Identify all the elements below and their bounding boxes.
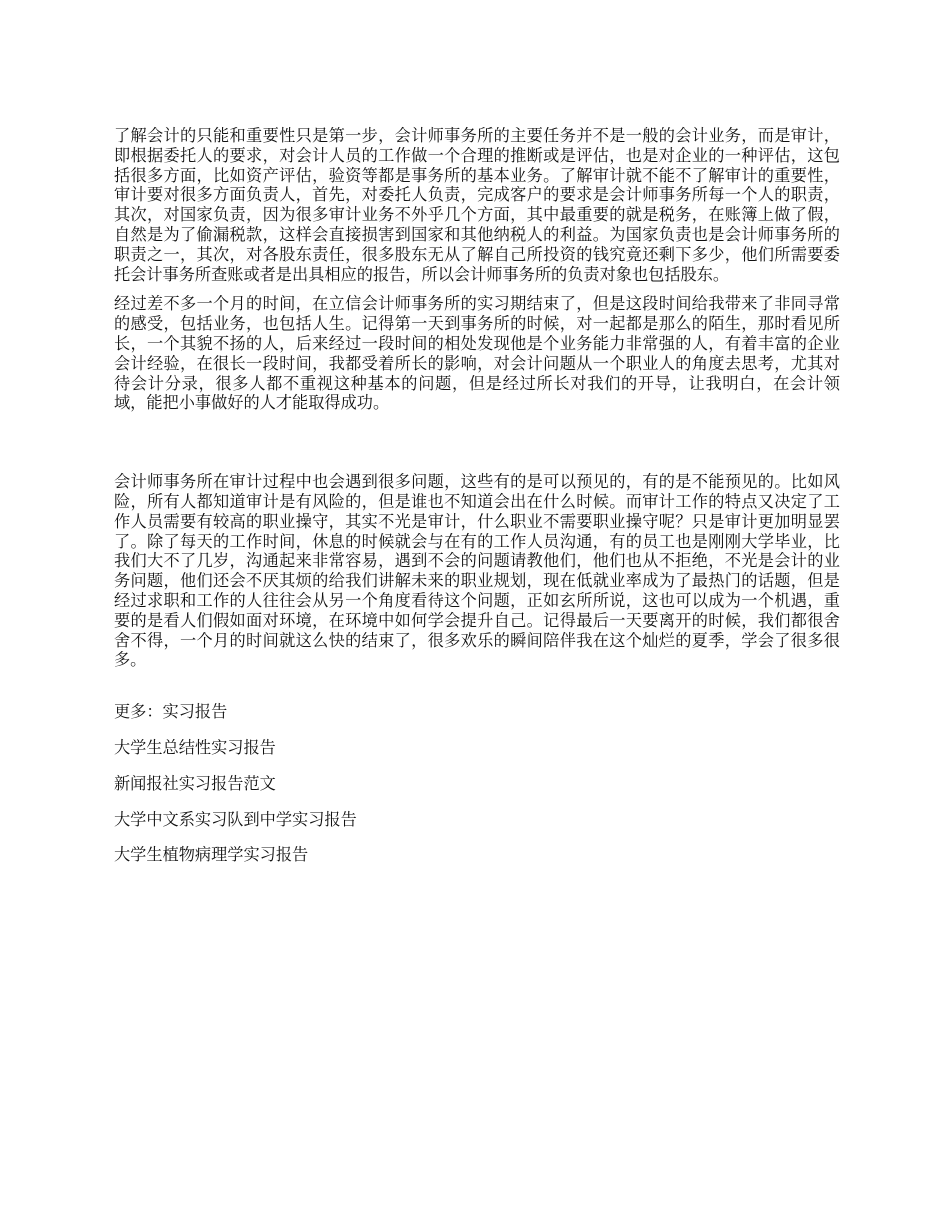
related-link-summary-report[interactable]: 大学生总结性实习报告 [114,737,276,757]
related-link-chinese-dept-report[interactable]: 大学中文系实习队到中学实习报告 [114,809,357,829]
more-link-item [114,702,840,722]
paragraph-internship-experience: 经过差不多一个月的时间，在立信会计师事务所的实习期结束了，但是这段时间给我带来了非同寻常的感受，包括业务，也包括人生。记得第一天到事务所的时候，对一起都是那么的陌生，那时看见所长，一个其貌不扬的人，后来经过一段时间的相处发现他是个业务能力非常强的人，有着丰富的企业会计经验，在很长一段时间，我都受着所长的影响，对会计问题从一个职业人的角度去思考，尤其对待会计分录，很多人都不重视这种基本的问题，但是经过所长对我们的开导，让我明白，在会计领域，能把小事做好的人才能取得成功。 [114,294,840,413]
related-link-plant-pathology-report[interactable]: 大学生植物病理学实习报告 [114,845,309,865]
related-link-newspaper-report[interactable]: 新闻报社实习报告范文 [114,773,276,793]
related-link-item [114,774,840,794]
related-links-list [114,702,840,865]
related-link-item [114,738,840,758]
document-page [114,126,840,881]
related-link-item [114,845,840,865]
more-internship-reports-link[interactable]: 更多：实习报告 [114,702,228,722]
paragraph-audit-role: 了解会计的只能和重要性只是第一步，会计师事务所的主要任务并不是一般的会计业务，而是审计，即根据委托人的要求，对会计人员的工作做一个合理的推断或是评估，也是对企业的一种评估，这包括很多方面，比如资产评估，验资等都是事务所的基本业务。了解审计就不能不了解审计的重要性，审计要对很多方面负责人，首先，对委托人负责，完成客户的要求是会计师事务所每一个人的职责，其次，对国家负责，因为很多审计业务不外乎几个方面，其中最重要的就是税务，在账簿上做了假，自然是为了偷漏税款，这样会直接损害到国家和其他纳税人的利益。为国家负责也是会计师事务所的职责之一，其次，对各股东责任，很多股东无从了解自己所投资的钱究竟还剩下多少，他们所需要委托会计事务所查账或者是出具相应的报告，所以会计师事务所的负责对象也包括股东。 [114,126,840,284]
paragraph-audit-problems: 会计师事务所在审计过程中也会遇到很多问题，这些有的是可以预见的，有的是不能预见的。比如风险，所有人都知道审计是有风险的，但是谁也不知道会出在什么时候。而审计工作的特点又决定了工作人员需要有较高的职业操守，其实不光是审计，什么职业不需要职业操守呢？只是审计更加明显罢了。除了每天的工作时间，休息的时候就会与在有的工作人员沟通，有的员工也是刚刚大学毕业，比我们大不了几岁，沟通起来非常容易，遇到不会的问题请教他们，他们也从不拒绝，不光是会计的业务问题，他们还会不厌其烦的给我们讲解未来的职业规划，现在低就业率成为了最热门的话题，但是经过求职和工作的人往往会从另一个角度看待这个问题，正如玄所所说，这也可以成为一个机遇，重要的是看人们假如面对环境，在环境中如何学会提升自己。记得最后一天要离开的时候，我们都很舍舍不得，一个月的时间就这么快的结束了，很多欢乐的瞬间陪伴我在这个灿烂的夏季，学会了很多很多。 [114,472,840,670]
related-link-item [114,810,840,830]
